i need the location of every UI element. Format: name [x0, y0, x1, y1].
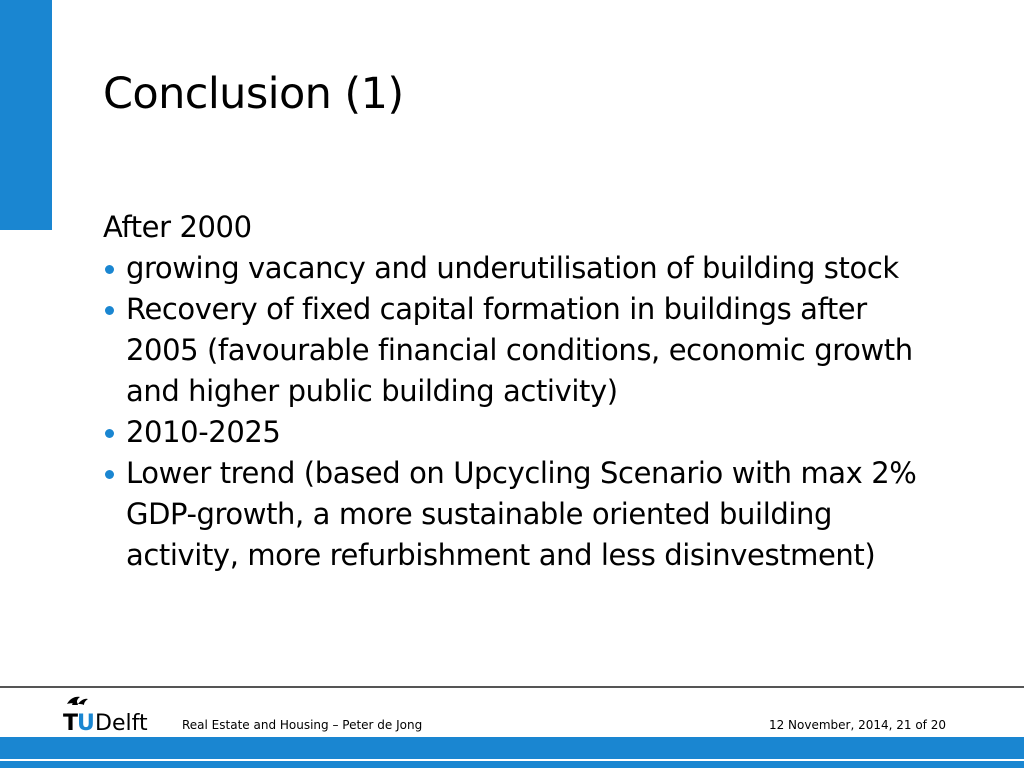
bullet-item [103, 289, 943, 412]
svg-text:Delft: Delft [95, 711, 148, 736]
svg-text:T: T [63, 711, 79, 736]
accent-bar [0, 0, 52, 230]
bullet-text: Recovery of fixed capital formation in buildings after 2005 (favourable financial conditions, economic growth and higher public building activity) [126, 292, 913, 408]
bullet-item [103, 412, 943, 453]
footer-date-page: 12 November, 2014, 21 of 20 [768, 718, 946, 732]
footer-band [0, 737, 1024, 768]
footer-presenter: Real Estate and Housing – Peter de Jong [182, 718, 423, 732]
bullet-icon [105, 306, 114, 315]
slide-title: Conclusion (1) [103, 69, 404, 119]
tudelft-logo [62, 692, 168, 736]
bullet-icon [105, 470, 114, 479]
svg-text:U: U [77, 711, 95, 736]
bullet-text: Lower trend (based on Upcycling Scenario with max 2% GDP-growth, a more sustainable oriented building activity, more refurbishment and less disinvestment) [126, 456, 917, 572]
intro-text: After 2000 [103, 210, 252, 244]
bullet-item [103, 248, 943, 289]
bullet-icon [105, 429, 114, 438]
bullet-text: 2010-2025 [126, 415, 281, 449]
footer-divider [0, 686, 1024, 688]
bullet-list [103, 248, 943, 576]
bullet-icon [105, 265, 114, 274]
bullet-text: growing vacancy and underutilisation of building stock [126, 251, 899, 285]
bullet-item [103, 453, 943, 576]
slide-content [103, 207, 943, 576]
footer-stripe [0, 759, 1024, 761]
